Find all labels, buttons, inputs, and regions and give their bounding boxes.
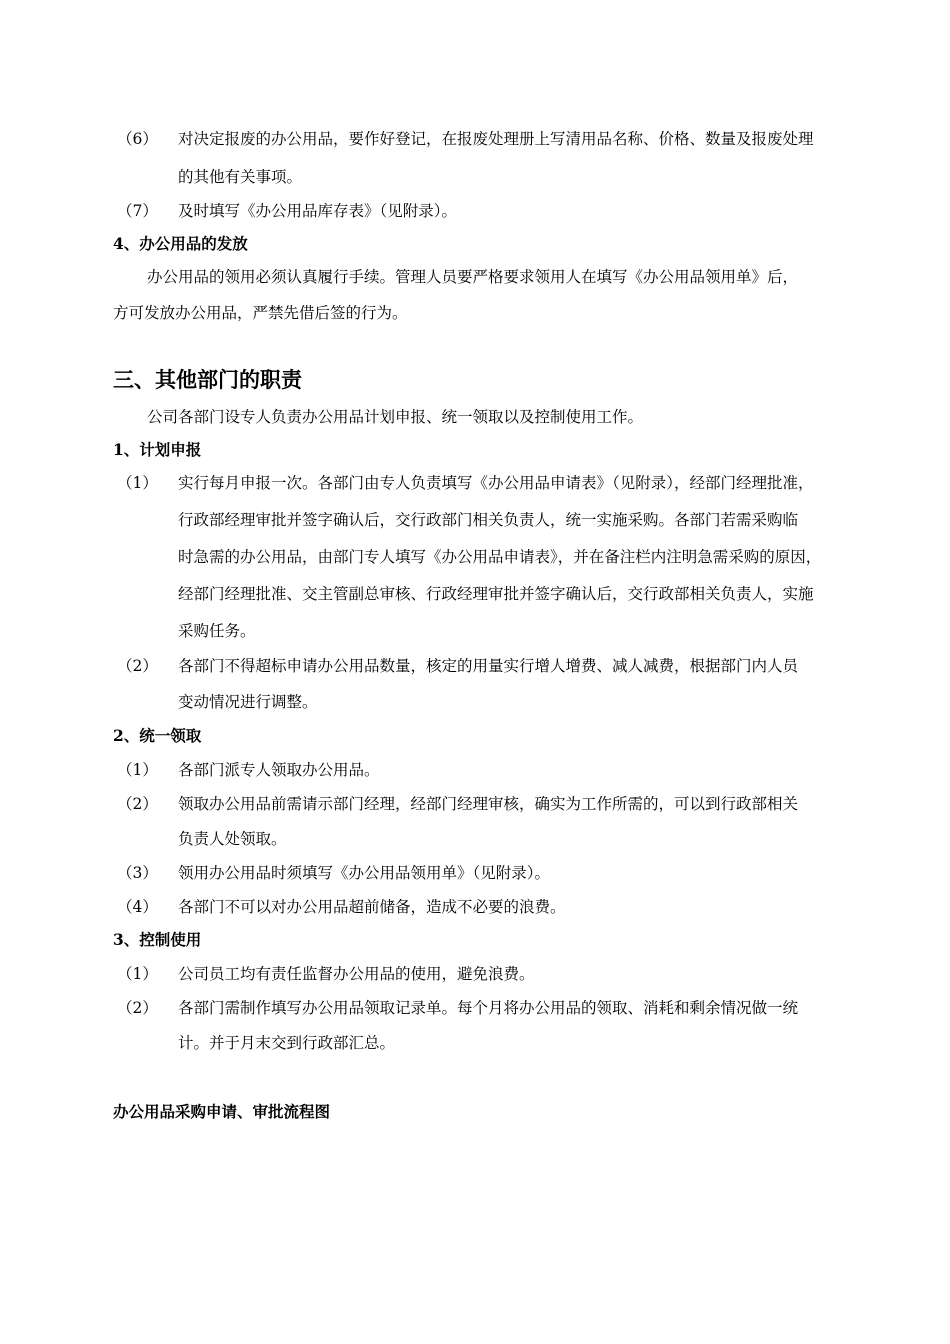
- list-item-text: 的其他有关事项。: [178, 168, 303, 186]
- flowchart-title: 办公用品采购申请、审批流程图: [113, 1102, 331, 1121]
- paragraph-line: 方可发放办公用品，严禁先借后签的行为。: [113, 304, 408, 322]
- list-item-text: 各部门派专人领取办公用品。: [178, 761, 380, 779]
- subsection-heading: 1、计划申报: [113, 440, 202, 459]
- subsection-heading: 4、办公用品的发放: [113, 234, 248, 253]
- list-item-text: 实行每月申报一次。各部门由专人负责填写《办公用品申请表》（见附录），经部门经理批准，: [178, 474, 814, 492]
- list-item-text: 对决定报废的办公用品，要作好登记，在报废处理册上写清用品名称、价格、数量及报废处理: [178, 130, 814, 148]
- subsection-heading: 2、统一领取: [113, 726, 202, 745]
- list-number: （1）: [117, 761, 158, 779]
- list-item-text: 采购任务。: [178, 622, 256, 640]
- list-number: （1）: [117, 965, 158, 983]
- list-item-text: 行政部经理审批并签字确认后，交行政部门相关负责人，统一实施采购。各部门若需采购临: [178, 511, 799, 529]
- list-item-text: 负责人处领取。: [178, 830, 287, 848]
- list-number: （2）: [117, 657, 158, 675]
- list-number: （7）: [117, 202, 158, 220]
- section-heading: 三、其他部门的职责: [113, 367, 302, 392]
- paragraph-line: 公司各部门设专人负责办公用品计划申报、统一领取以及控制使用工作。: [147, 408, 644, 426]
- list-number: （6）: [117, 130, 158, 148]
- list-item-text: 变动情况进行调整。: [178, 693, 318, 711]
- list-number: （2）: [117, 999, 158, 1017]
- list-item-text: 各部门需制作填写办公用品领取记录单。每个月将办公用品的领取、消耗和剩余情况做一统: [178, 999, 799, 1017]
- list-number: （3）: [117, 864, 158, 882]
- paragraph-line: 办公用品的领用必须认真履行手续。管理人员要严格要求领用人在填写《办公用品领用单》后，: [147, 268, 799, 286]
- list-item-text: 领取办公用品前需请示部门经理，经部门经理审核，确实为工作所需的，可以到行政部相关: [178, 795, 799, 813]
- list-number: （4）: [117, 898, 158, 916]
- list-item-text: 公司员工均有责任监督办公用品的使用，避免浪费。: [178, 965, 535, 983]
- list-item-text: 时急需的办公用品，由部门专人填写《办公用品申请表》，并在备注栏内注明急需采购的原因，: [178, 548, 822, 566]
- list-item-text: 各部门不得超标申请办公用品数量，核定的用量实行增人增费、减人减费，根据部门内人员: [178, 657, 799, 675]
- list-item-text: 计。并于月末交到行政部汇总。: [178, 1034, 396, 1052]
- list-item-text: 领用办公用品时须填写《办公用品领用单》（见附录）。: [178, 864, 551, 882]
- list-item-text: 及时填写《办公用品库存表》（见附录）。: [178, 202, 458, 220]
- list-item-text: 经部门经理批准、交主管副总审核、行政经理审批并签字确认后，交行政部相关负责人，实施: [178, 585, 814, 603]
- list-number: （1）: [117, 474, 158, 492]
- list-item-text: 各部门不可以对办公用品超前储备，造成不必要的浪费。: [178, 898, 566, 916]
- list-number: （2）: [117, 795, 158, 813]
- subsection-heading: 3、控制使用: [113, 930, 202, 949]
